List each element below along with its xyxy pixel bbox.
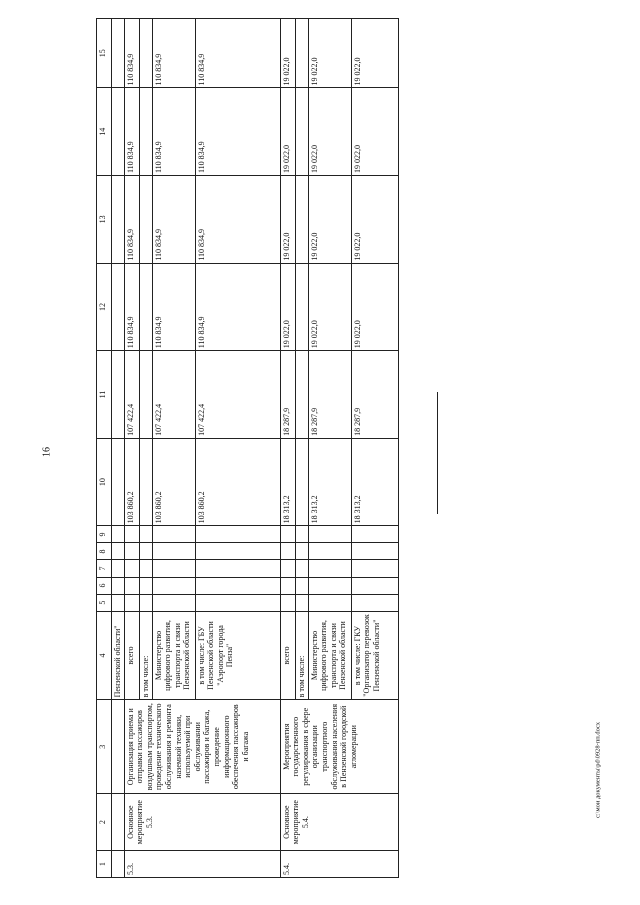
value-cell (295, 438, 308, 526)
value-cell (295, 176, 308, 264)
continuation-row (112, 19, 125, 878)
footer-file-path: c:\мои документы\pd\0928-пп.docx (594, 722, 602, 818)
value-cell: 110 834,9 (152, 263, 195, 351)
value-cell: 19 022,0 (351, 19, 398, 88)
value-cell: 103 860,2 (152, 438, 195, 526)
value-cell: 107 422,4 (195, 351, 280, 439)
value-cell (295, 351, 308, 439)
header-cell: 7 (97, 560, 112, 577)
header-cell: 9 (97, 526, 112, 543)
header-cell: 11 (97, 351, 112, 439)
value-cell: 110 834,9 (124, 263, 139, 351)
header-cell: 14 (97, 88, 112, 176)
value-cell: 18 313,2 (308, 438, 351, 526)
value-cell: 19 022,0 (280, 19, 295, 88)
value-cell: 19 022,0 (308, 88, 351, 176)
budget-table (96, 18, 399, 878)
value-cell: 18 287,9 (280, 351, 295, 439)
sub-label: всего (124, 611, 139, 700)
sub-label: Министерство цифрового развития, транспорта и связи Пензенской области (152, 611, 195, 700)
header-cell: 13 (97, 176, 112, 264)
header-cell: 15 (97, 19, 112, 88)
value-cell: 19 022,0 (280, 176, 295, 264)
value-cell (295, 19, 308, 88)
value-cell: 18 287,9 (308, 351, 351, 439)
value-cell: 19 022,0 (308, 176, 351, 264)
header-cell: 5 (97, 594, 112, 611)
page-number: 16 (41, 447, 53, 457)
value-cell: 107 422,4 (152, 351, 195, 439)
row-number: 5.4. (280, 851, 398, 878)
sub-label: в том числе: (139, 611, 152, 700)
value-cell: 110 834,9 (195, 88, 280, 176)
header-cell: 6 (97, 577, 112, 594)
sub-label: Министерство цифрового развития, транспорта и связи Пензенской области (308, 611, 351, 700)
value-cell (139, 438, 152, 526)
sub-label: в том числе: ГКУ "Организатор перевозок Пензенской области" (351, 611, 398, 700)
row-name: Организация приема и отправки пассажиров воздушным транспортом, проведение технического обслуживания и ремонта наземной техники, используемой при обслуживании пассажиров и багажа, проведение информационного обеспечения пассажиров и багажа (124, 700, 280, 794)
value-cell: 110 834,9 (124, 88, 139, 176)
sub-label: в том числе: ГБУ Пензенской области "Аэропорт города Пенза" (195, 611, 280, 700)
value-cell (139, 263, 152, 351)
value-cell: 18 313,2 (280, 438, 295, 526)
header-cell: 12 (97, 263, 112, 351)
rotated-table-container (96, 18, 394, 878)
header-cell: 10 (97, 438, 112, 526)
row-name: Мероприятия государственного регулирования в сфере организации транспортного обслуживания населения в Пензенской городской агломерации (280, 700, 398, 794)
header-cell: 4 (97, 611, 112, 700)
value-cell: 18 287,9 (351, 351, 398, 439)
header-cell: 8 (97, 543, 112, 560)
value-cell (139, 351, 152, 439)
table-row (124, 19, 139, 878)
value-cell (295, 263, 308, 351)
value-cell: 19 022,0 (308, 263, 351, 351)
value-cell: 19 022,0 (351, 263, 398, 351)
value-cell: 19 022,0 (351, 88, 398, 176)
header-cell: 3 (97, 700, 112, 794)
sub-label: всего (280, 611, 295, 700)
value-cell (139, 88, 152, 176)
value-cell (139, 19, 152, 88)
value-cell: 110 834,9 (195, 263, 280, 351)
value-cell: 103 860,2 (124, 438, 139, 526)
continuation-cell: Пензенской области" (112, 611, 125, 700)
value-cell: 19 022,0 (351, 176, 398, 264)
value-cell: 103 860,2 (195, 438, 280, 526)
separator-line (437, 392, 438, 514)
value-cell: 107 422,4 (124, 351, 139, 439)
value-cell: 110 834,9 (124, 176, 139, 264)
value-cell: 110 834,9 (195, 176, 280, 264)
row-type: Основное мероприятие 5.4. (280, 794, 398, 851)
table-row (280, 19, 295, 878)
value-cell (139, 176, 152, 264)
value-cell: 110 834,9 (124, 19, 139, 88)
header-cell: 2 (97, 794, 112, 851)
value-cell: 110 834,9 (152, 19, 195, 88)
header-row (97, 19, 112, 878)
value-cell: 110 834,9 (152, 88, 195, 176)
value-cell: 110 834,9 (195, 19, 280, 88)
value-cell: 110 834,9 (152, 176, 195, 264)
header-cell: 1 (97, 851, 112, 878)
value-cell: 18 313,2 (351, 438, 398, 526)
value-cell (295, 88, 308, 176)
row-type: Основное мероприятие 5.3. (124, 794, 280, 851)
value-cell: 19 022,0 (280, 88, 295, 176)
value-cell: 19 022,0 (308, 19, 351, 88)
row-number: 5.3. (124, 851, 280, 878)
value-cell: 19 022,0 (280, 263, 295, 351)
sub-label: в том числе: (295, 611, 308, 700)
